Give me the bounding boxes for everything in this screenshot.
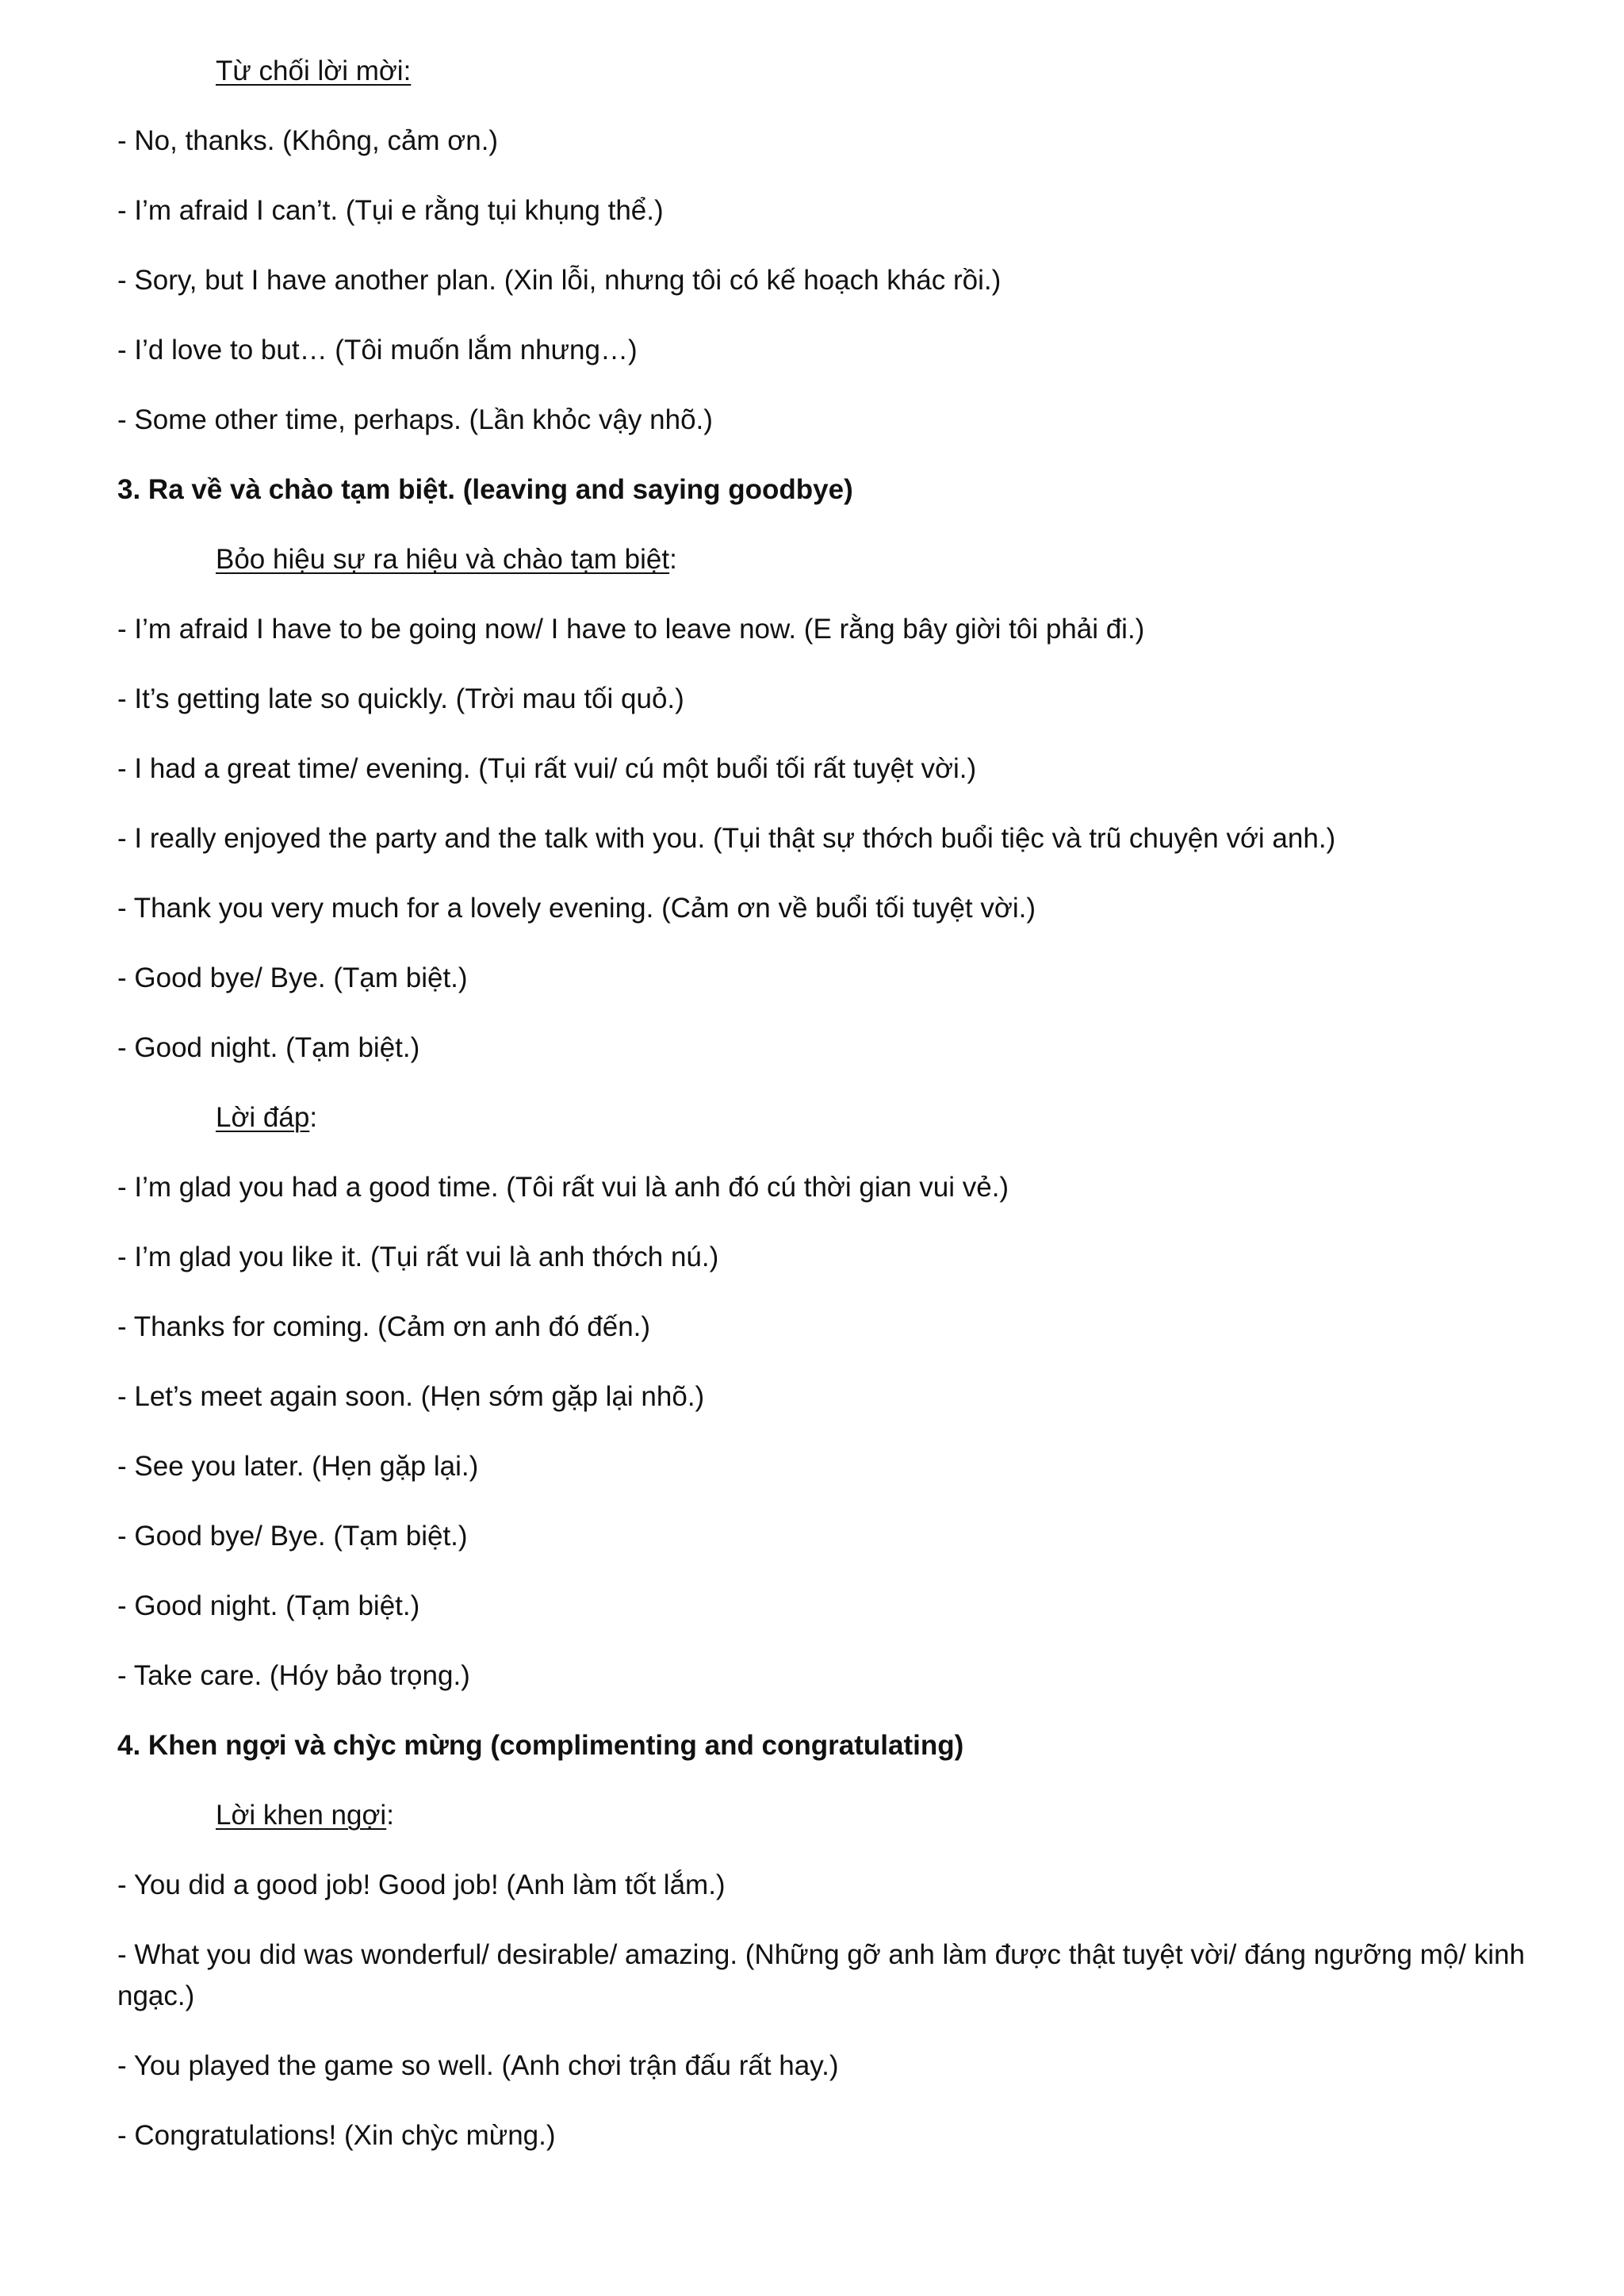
- subheading-leave-text: Bỏo hiệu sự ra hiệu và chào tạm biệt: [216, 544, 670, 575]
- subheading-compliment: [117, 1795, 1568, 1836]
- refuse-line: - I’m afraid I can’t. (Tụi e rằng tụi khụng thể.): [117, 195, 664, 226]
- leave-line: - Good bye/ Bye. (Tạm biệt.): [117, 962, 468, 993]
- subheading-compliment-text: Lời khen ngợi: [216, 1800, 387, 1831]
- subheading-refuse-text: Từ chối lời mời:: [216, 55, 412, 86]
- subheading-leave-colon: :: [669, 544, 677, 575]
- reply-line: - See you later. (Hẹn gặp lại.): [117, 1451, 479, 1482]
- reply-line: - Good night. (Tạm biệt.): [117, 1590, 420, 1621]
- leave-line: - It’s getting late so quickly. (Trời mau tối quỏ.): [117, 683, 684, 714]
- leave-line: - I had a great time/ evening. (Tụi rất vui/ cú một buổi tối rất tuyệt vời.): [117, 753, 977, 784]
- compliment-line: - Congratulations! (Xin chỳc mừng.): [117, 2120, 556, 2151]
- subheading-reply-text: Lời đáp: [216, 1102, 310, 1133]
- compliment-line: - What you did was wonderful/ desirable/ amazing. (Những gỡ anh làm được thật tuyệt vời/ đáng ngưỡng mộ/ kinh ngạc.): [117, 1939, 1525, 2011]
- refuse-line: - No, thanks. (Không, cảm ơn.): [117, 125, 499, 156]
- reply-line: - Thanks for coming. (Cảm ơn anh đó đến.): [117, 1311, 651, 1342]
- reply-line: - Good bye/ Bye. (Tạm biệt.): [117, 1521, 468, 1552]
- refuse-line: - I’d love to but… (Tôi muốn lắm nhưng…): [117, 335, 638, 365]
- reply-line: - I’m glad you had a good time. (Tôi rất vui là anh đó cú thời gian vui vẻ.): [117, 1172, 1009, 1203]
- subheading-refuse: [117, 51, 1568, 92]
- subheading-reply: [117, 1097, 1568, 1138]
- leave-line: - I really enjoyed the party and the talk with you. (Tụi thật sự thớch buổi tiệc và trũ chuyện với anh.): [117, 823, 1336, 854]
- reply-line: - Let’s meet again soon. (Hẹn sớm gặp lại nhõ.): [117, 1381, 705, 1412]
- section-4-title: 4. Khen ngợi và chỳc mừng (complimenting and congratulating): [117, 1730, 964, 1761]
- compliment-line: - You did a good job! Good job! (Anh làm tốt lắm.): [117, 1869, 726, 1900]
- subheading-compliment-colon: :: [386, 1800, 394, 1831]
- section-3-title: 3. Ra về và chào tạm biệt. (leaving and saying goodbye): [117, 474, 853, 505]
- leave-line: - I’m afraid I have to be going now/ I have to leave now. (E rằng bây giời tôi phải đi.): [117, 614, 1145, 645]
- reply-line: - I’m glad you like it. (Tụi rất vui là anh thớch nú.): [117, 1242, 719, 1272]
- refuse-line: - Some other time, perhaps. (Lần khỏc vậy nhõ.): [117, 404, 713, 435]
- leave-line: - Good night. (Tạm biệt.): [117, 1032, 420, 1063]
- refuse-line: - Sory, but I have another plan. (Xin lỗi, nhưng tôi có kế hoạch khác rồi.): [117, 265, 1002, 296]
- compliment-line: - You played the game so well. (Anh chơi trận đấu rất hay.): [117, 2050, 839, 2081]
- subheading-reply-colon: :: [309, 1102, 318, 1133]
- reply-line: - Take care. (Hóy bảo trọng.): [117, 1660, 470, 1691]
- subheading-leave: [117, 539, 1568, 580]
- leave-line: - Thank you very much for a lovely evening. (Cảm ơn về buổi tối tuyệt vời.): [117, 893, 1036, 924]
